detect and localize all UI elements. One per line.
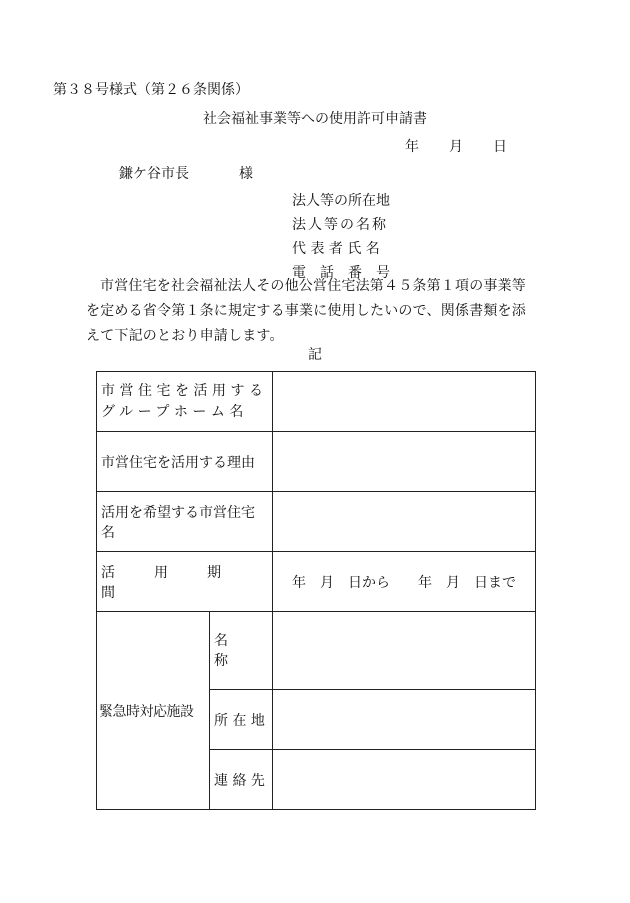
table-row bbox=[97, 492, 536, 552]
form-number: 第３８号様式（第２６条関係） bbox=[53, 82, 249, 98]
period-start-month: 月 bbox=[320, 574, 334, 591]
applicant-representative-label: 代 表 者 氏 名 bbox=[292, 241, 380, 257]
emergency-name-value-cell[interactable] bbox=[273, 612, 536, 690]
table-row bbox=[97, 612, 536, 690]
date-month: 月 bbox=[449, 139, 463, 155]
table-row bbox=[97, 552, 536, 612]
group-home-label-line-1: 市営住宅を活用する bbox=[101, 382, 268, 399]
addressee-name: 鎌ケ谷市長 bbox=[119, 166, 189, 182]
emergency-contact-value-cell[interactable] bbox=[273, 750, 536, 810]
period-label-char-2: 用 bbox=[154, 564, 168, 581]
application-body-text: 市営住宅を社会福祉法人その他公営住宅法第４５条第１項の事業等を定める省令第１条に規定する事業に使用したいので、関係書類を添えて下記のとおり申請します。 bbox=[86, 278, 526, 344]
period-start-day: 日から bbox=[348, 574, 390, 591]
date-day: 日 bbox=[493, 139, 507, 155]
table-row bbox=[97, 432, 536, 492]
period-label-char-1: 活 bbox=[101, 564, 115, 581]
reason-value-cell[interactable] bbox=[273, 432, 536, 492]
group-home-value-cell[interactable] bbox=[273, 372, 536, 432]
honorific: 様 bbox=[239, 166, 253, 182]
emergency-contact-label-cell: 連 絡 先 bbox=[210, 750, 273, 810]
date-year: 年 bbox=[405, 139, 419, 155]
reason-label-cell: 市営住宅を活用する理由 bbox=[97, 432, 273, 492]
emergency-name-label-cell: 名 称 bbox=[210, 612, 273, 690]
period-start-year: 年 bbox=[292, 574, 306, 591]
ki-heading: 記 bbox=[308, 347, 322, 363]
emergency-address-value-cell[interactable] bbox=[273, 690, 536, 750]
addressee bbox=[119, 163, 253, 183]
period-label-char-4: 間 bbox=[101, 584, 115, 601]
emergency-address-label-cell: 所 在 地 bbox=[210, 690, 273, 750]
date-line bbox=[405, 136, 507, 156]
applicant-name-label: 法人等の名称 bbox=[292, 217, 388, 233]
period-end-year: 年 bbox=[418, 574, 432, 591]
emergency-label-cell: 緊急時対応施設 bbox=[97, 612, 210, 810]
application-table bbox=[96, 371, 536, 810]
period-value-cell[interactable] bbox=[273, 552, 536, 612]
period-end-day: 日まで bbox=[474, 574, 516, 591]
period-end-month: 月 bbox=[446, 574, 460, 591]
period-label-cell bbox=[97, 552, 273, 612]
desired-housing-value-cell[interactable] bbox=[273, 492, 536, 552]
applicant-phone-label: 電 話 番 号 bbox=[292, 265, 390, 281]
document-title: 社会福祉事業等への使用許可申請書 bbox=[203, 111, 427, 127]
period-label-char-3: 期 bbox=[207, 564, 221, 581]
applicant-address-label: 法人等の所在地 bbox=[292, 193, 390, 209]
group-home-label-line-2: グループホーム名 bbox=[101, 403, 248, 420]
table-row bbox=[97, 372, 536, 432]
group-home-label-cell bbox=[97, 372, 273, 432]
desired-housing-label-cell: 活用を希望する市営住宅名 bbox=[97, 492, 273, 552]
